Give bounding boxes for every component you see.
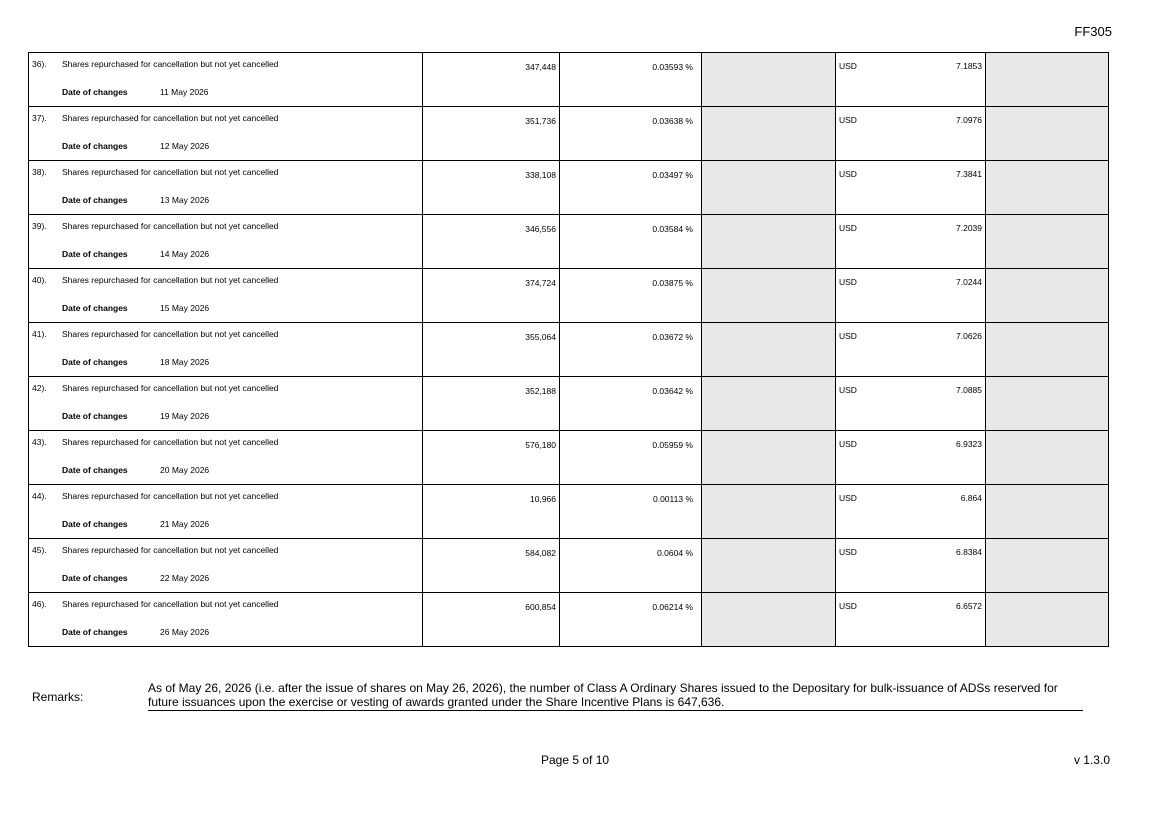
price-per-share: 7.3841 [956,169,982,179]
description-cell [29,323,423,377]
date-of-changes-label: Date of changes [62,249,128,259]
price-cell [836,107,986,161]
table-row [29,485,1109,539]
form-code: FF305 [1074,24,1112,39]
date-of-changes-label: Date of changes [62,627,128,637]
date-of-changes-label: Date of changes [62,573,128,583]
row-index: 38). [32,167,47,177]
date-of-changes-label: Date of changes [62,357,128,367]
date-of-changes-value: 20 May 2026 [160,465,210,475]
row-description: Shares repurchased for cancellation but not yet cancelled [62,167,279,177]
shares-count: 347,448 [423,53,560,107]
row-description: Shares repurchased for cancellation but not yet cancelled [62,545,279,555]
blank-cell [986,593,1109,647]
shares-count: 355,064 [423,323,560,377]
date-of-changes-value: 15 May 2026 [160,303,210,313]
price-per-share: 7.2039 [956,223,982,233]
table-row [29,593,1109,647]
description-cell [29,161,423,215]
price-cell [836,161,986,215]
date-of-changes-value: 13 May 2026 [160,195,210,205]
price-per-share: 6.864 [960,493,982,503]
price-cell [836,377,986,431]
date-of-changes-value: 11 May 2026 [160,87,209,97]
shares-percent: 0.05959 % [560,431,702,485]
blank-cell [986,377,1109,431]
price-per-share: 7.0244 [956,277,982,287]
price-cell [836,539,986,593]
date-of-changes-value: 14 May 2026 [160,249,210,259]
blank-cell [986,539,1109,593]
price-per-share: 6.8384 [956,547,982,557]
shares-count: 374,724 [423,269,560,323]
shares-percent: 0.03593 % [560,53,702,107]
currency: USD [839,115,857,125]
shares-count: 576,180 [423,431,560,485]
shares-percent: 0.0604 % [560,539,702,593]
description-cell [29,377,423,431]
price-per-share: 6.6572 [956,601,982,611]
blank-cell [986,485,1109,539]
price-cell [836,53,986,107]
currency: USD [839,223,857,233]
blank-cell [702,431,836,485]
price-per-share: 7.0976 [956,115,982,125]
row-index: 39). [32,221,47,231]
table-row [29,215,1109,269]
currency: USD [839,331,857,341]
date-of-changes-value: 22 May 2026 [160,573,210,583]
shares-percent: 0.03638 % [560,107,702,161]
currency: USD [839,439,857,449]
shares-percent: 0.03672 % [560,323,702,377]
blank-cell [986,323,1109,377]
blank-cell [986,53,1109,107]
row-description: Shares repurchased for cancellation but not yet cancelled [62,383,279,393]
table-row [29,431,1109,485]
price-cell [836,593,986,647]
page-number: Page 5 of 10 [541,753,610,767]
price-cell [836,215,986,269]
row-index: 46). [32,599,47,609]
price-per-share: 6.9323 [956,439,982,449]
shares-count: 351,736 [423,107,560,161]
description-cell [29,593,423,647]
currency: USD [839,385,857,395]
date-of-changes-label: Date of changes [62,303,128,313]
currency: USD [839,493,857,503]
row-description: Shares repurchased for cancellation but not yet cancelled [62,113,279,123]
row-index: 40). [32,275,47,285]
date-of-changes-value: 21 May 2026 [160,519,210,529]
blank-cell [702,377,836,431]
row-description: Shares repurchased for cancellation but not yet cancelled [62,599,279,609]
date-of-changes-value: 19 May 2026 [160,411,210,421]
date-of-changes-label: Date of changes [62,465,128,475]
date-of-changes-value: 18 May 2026 [160,357,210,367]
blank-cell [986,161,1109,215]
description-cell [29,485,423,539]
row-description: Shares repurchased for cancellation but not yet cancelled [62,221,279,231]
row-description: Shares repurchased for cancellation but not yet cancelled [62,437,279,447]
date-of-changes-value: 12 May 2026 [160,141,210,151]
shares-percent: 0.06214 % [560,593,702,647]
date-of-changes-label: Date of changes [62,87,128,97]
table-row [29,161,1109,215]
description-cell [29,107,423,161]
date-of-changes-label: Date of changes [62,411,128,421]
date-of-changes-label: Date of changes [62,195,128,205]
table-row [29,323,1109,377]
blank-cell [986,215,1109,269]
shares-percent: 0.03875 % [560,269,702,323]
table-body [29,53,1109,647]
row-index: 43). [32,437,47,447]
blank-cell [986,431,1109,485]
remarks-label: Remarks: [32,690,84,704]
table-row [29,377,1109,431]
row-index: 36). [32,59,47,69]
table-row [29,539,1109,593]
currency: USD [839,61,857,71]
date-of-changes-value: 26 May 2026 [160,627,210,637]
blank-cell [702,323,836,377]
row-index: 37). [32,113,47,123]
description-cell [29,431,423,485]
currency: USD [839,169,857,179]
date-of-changes-label: Date of changes [62,519,128,529]
price-cell [836,431,986,485]
row-index: 41). [32,329,47,339]
price-per-share: 7.0626 [956,331,982,341]
shares-percent: 0.00113 % [560,485,702,539]
shares-count: 10,966 [423,485,560,539]
shares-percent: 0.03642 % [560,377,702,431]
row-description: Shares repurchased for cancellation but not yet cancelled [62,329,279,339]
shares-count: 352,188 [423,377,560,431]
date-of-changes-label: Date of changes [62,141,128,151]
row-description: Shares repurchased for cancellation but not yet cancelled [62,491,279,501]
currency: USD [839,547,857,557]
price-cell [836,269,986,323]
description-cell [29,53,423,107]
version-label: v 1.3.0 [1073,753,1110,767]
description-cell [29,539,423,593]
table-row [29,107,1109,161]
share-changes-table [28,52,1109,647]
blank-cell [702,161,836,215]
blank-cell [702,485,836,539]
blank-cell [702,539,836,593]
currency: USD [839,277,857,287]
row-index: 42). [32,383,47,393]
price-per-share: 7.1853 [956,61,982,71]
description-cell [29,215,423,269]
shares-percent: 0.03584 % [560,215,702,269]
blank-cell [702,107,836,161]
blank-cell [702,269,836,323]
shares-count: 600,854 [423,593,560,647]
shares-count: 584,082 [423,539,560,593]
shares-count: 346,556 [423,215,560,269]
blank-cell [986,107,1109,161]
shares-count: 338,108 [423,161,560,215]
blank-cell [986,269,1109,323]
row-index: 44). [32,491,47,501]
row-description: Shares repurchased for cancellation but not yet cancelled [62,59,279,69]
shares-percent: 0.03497 % [560,161,702,215]
table-row [29,53,1109,107]
row-description: Shares repurchased for cancellation but not yet cancelled [62,275,279,285]
remarks-text: As of May 26, 2026 (i.e. after the issue of shares on May 26, 2026), the number of Class A Ordinary Shares issued to the Depositary for bulk-issuance of ADSs reserved for future issuances upon the exercise or vesting of awards granted under the Share Incentive Plans is 647,636. [148,681,1083,711]
blank-cell [702,53,836,107]
price-cell [836,323,986,377]
row-index: 45). [32,545,47,555]
price-cell [836,485,986,539]
blank-cell [702,215,836,269]
currency: USD [839,601,857,611]
blank-cell [702,593,836,647]
price-per-share: 7.0885 [956,385,982,395]
table-row [29,269,1109,323]
description-cell [29,269,423,323]
